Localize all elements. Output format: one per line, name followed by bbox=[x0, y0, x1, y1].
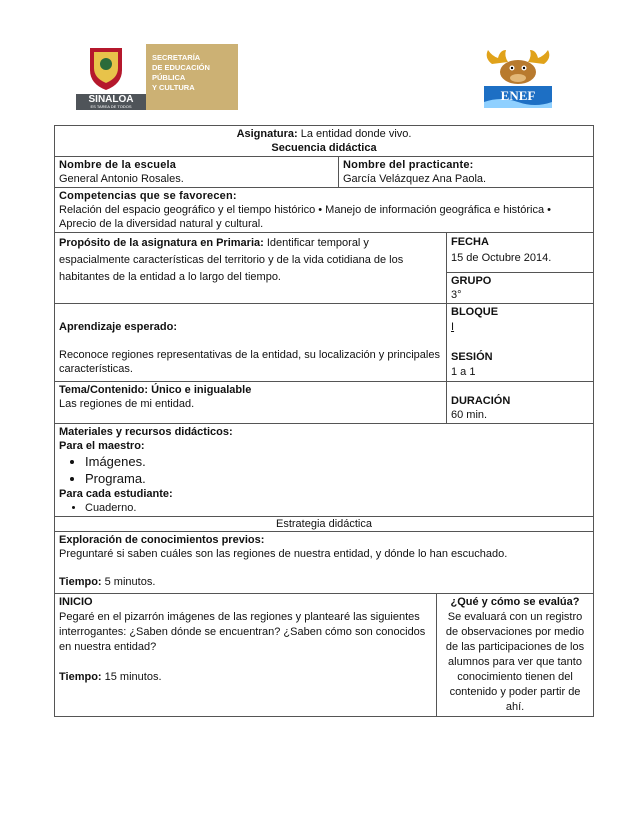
proposito-value: Identificar temporal y espacialmente características del territorio y de la vida cotidiana de los habitantes de la entidad a lo largo del tiempo. bbox=[59, 237, 404, 283]
exploracion-cell bbox=[55, 532, 594, 594]
evalua-label: ¿Qué y cómo se evalúa? bbox=[450, 596, 580, 608]
exploracion-tiempo-label: Tiempo: bbox=[59, 576, 102, 588]
aprendizaje-cell bbox=[55, 304, 447, 382]
exploracion-tiempo-value: 5 minutos. bbox=[101, 576, 156, 588]
header-cell bbox=[55, 126, 594, 157]
logo-secretaria-line-4: Y CULTURA bbox=[152, 83, 195, 92]
exploracion-value: Preguntaré si saben cuáles son las regiones de nuestra entidad, y dónde lo han escuchado. bbox=[59, 548, 508, 560]
estrategia-title: Estrategia didáctica bbox=[276, 518, 372, 530]
exploracion-label: Exploración de conocimientos previos: bbox=[59, 534, 265, 546]
competencias-value: Relación del espacio geográfico y el tiempo histórico • Manejo de información geográfica e histórica • Aprecio de la diversidad natural y cultural. bbox=[59, 204, 551, 230]
grupo-cell bbox=[447, 273, 594, 304]
duracion-cell bbox=[447, 382, 594, 424]
fecha-value: 15 de Octubre 2014. bbox=[451, 252, 552, 264]
escuela-label: Nombre de la escuela bbox=[59, 159, 177, 171]
escuela-value: General Antonio Rosales. bbox=[59, 173, 184, 185]
duracion-label: DURACIÓN bbox=[451, 395, 511, 407]
sesion-label: SESIÓN bbox=[451, 351, 493, 363]
estudiante-list bbox=[59, 501, 589, 515]
maestro-list bbox=[59, 453, 589, 487]
practicante-cell bbox=[339, 157, 594, 188]
grupo-value: 3° bbox=[451, 289, 462, 301]
logo-secretaria-line-3: PÚBLICA bbox=[152, 73, 186, 82]
proposito-label: Propósito de la asignatura en Primaria: bbox=[59, 237, 264, 249]
logo-secretaria-line-2: DE EDUCACIÓN bbox=[152, 63, 210, 72]
estrategia-cell bbox=[55, 517, 594, 532]
logo-brand-text: SINALOA bbox=[88, 94, 134, 105]
sesion-value: 1 a 1 bbox=[451, 366, 476, 378]
tema-label: Tema/Contenido: Único e inigualable bbox=[59, 384, 252, 396]
duracion-value: 60 min. bbox=[451, 409, 488, 421]
competencias-cell bbox=[55, 188, 594, 233]
evalua-cell bbox=[437, 594, 594, 717]
competencias-label: Competencias que se favorecen: bbox=[59, 190, 237, 202]
tema-cell bbox=[55, 382, 447, 424]
bloque-sesion-cell bbox=[447, 304, 594, 382]
list-item: • Programa. bbox=[85, 470, 589, 487]
bloque-label: BLOQUE bbox=[451, 306, 499, 318]
escuela-cell bbox=[55, 157, 339, 188]
asignatura-value: La entidad donde vivo. bbox=[297, 128, 412, 140]
materiales-label: Materiales y recursos didácticos: bbox=[59, 426, 233, 438]
secuencia-title: Secuencia didáctica bbox=[271, 142, 377, 154]
aprendizaje-value: Reconoce regiones representativas de la entidad, su localización y principales características. bbox=[59, 349, 440, 375]
sinaloa-sepyc-logo bbox=[76, 44, 238, 110]
list-item: • Imágenes. bbox=[85, 453, 589, 470]
logo-enef-text: ENEF bbox=[500, 88, 536, 103]
fecha-cell bbox=[447, 233, 594, 273]
list-item: • Cuaderno. bbox=[85, 501, 589, 515]
inicio-tiempo-value: 15 minutos. bbox=[101, 671, 162, 683]
logo-tagline-text: ES TAREA DE TODOS bbox=[90, 104, 132, 109]
tema-value: Las regiones de mi entidad. bbox=[59, 398, 195, 410]
asignatura-label: Asignatura: bbox=[236, 128, 298, 140]
maestro-label: Para el maestro: bbox=[59, 440, 145, 452]
inicio-cell bbox=[55, 594, 437, 717]
bloque-value: I bbox=[451, 321, 455, 333]
inicio-value: Pegaré en el pizarrón imágenes de las regiones y plantearé las siguientes interrogantes: ¿Saben dónde se encuentran? ¿Saben cómo son conocidos en nuestra entidad? bbox=[59, 611, 426, 653]
secuencia-table bbox=[54, 125, 594, 717]
fecha-label: FECHA bbox=[451, 236, 489, 248]
practicante-label: Nombre del practicante: bbox=[343, 159, 474, 171]
logo-secretaria-line-1: SECRETARÍA bbox=[152, 53, 201, 62]
enef-logo bbox=[478, 48, 558, 110]
grupo-label: GRUPO bbox=[451, 275, 492, 287]
evalua-value: Se evaluará con un registro de observaciones por medio de las participaciones de los alumnos para ver que tanto conocimiento tienen del contenido y poder partir de ahí. bbox=[445, 611, 585, 713]
estudiante-label: Para cada estudiante: bbox=[59, 488, 173, 500]
practicante-value: García Velázquez Ana Paola. bbox=[343, 173, 487, 185]
inicio-label: INICIO bbox=[59, 596, 93, 608]
materiales-cell bbox=[55, 424, 594, 517]
aprendizaje-label: Aprendizaje esperado: bbox=[59, 321, 177, 333]
proposito-cell bbox=[55, 233, 447, 304]
inicio-tiempo-label: Tiempo: bbox=[59, 671, 102, 683]
